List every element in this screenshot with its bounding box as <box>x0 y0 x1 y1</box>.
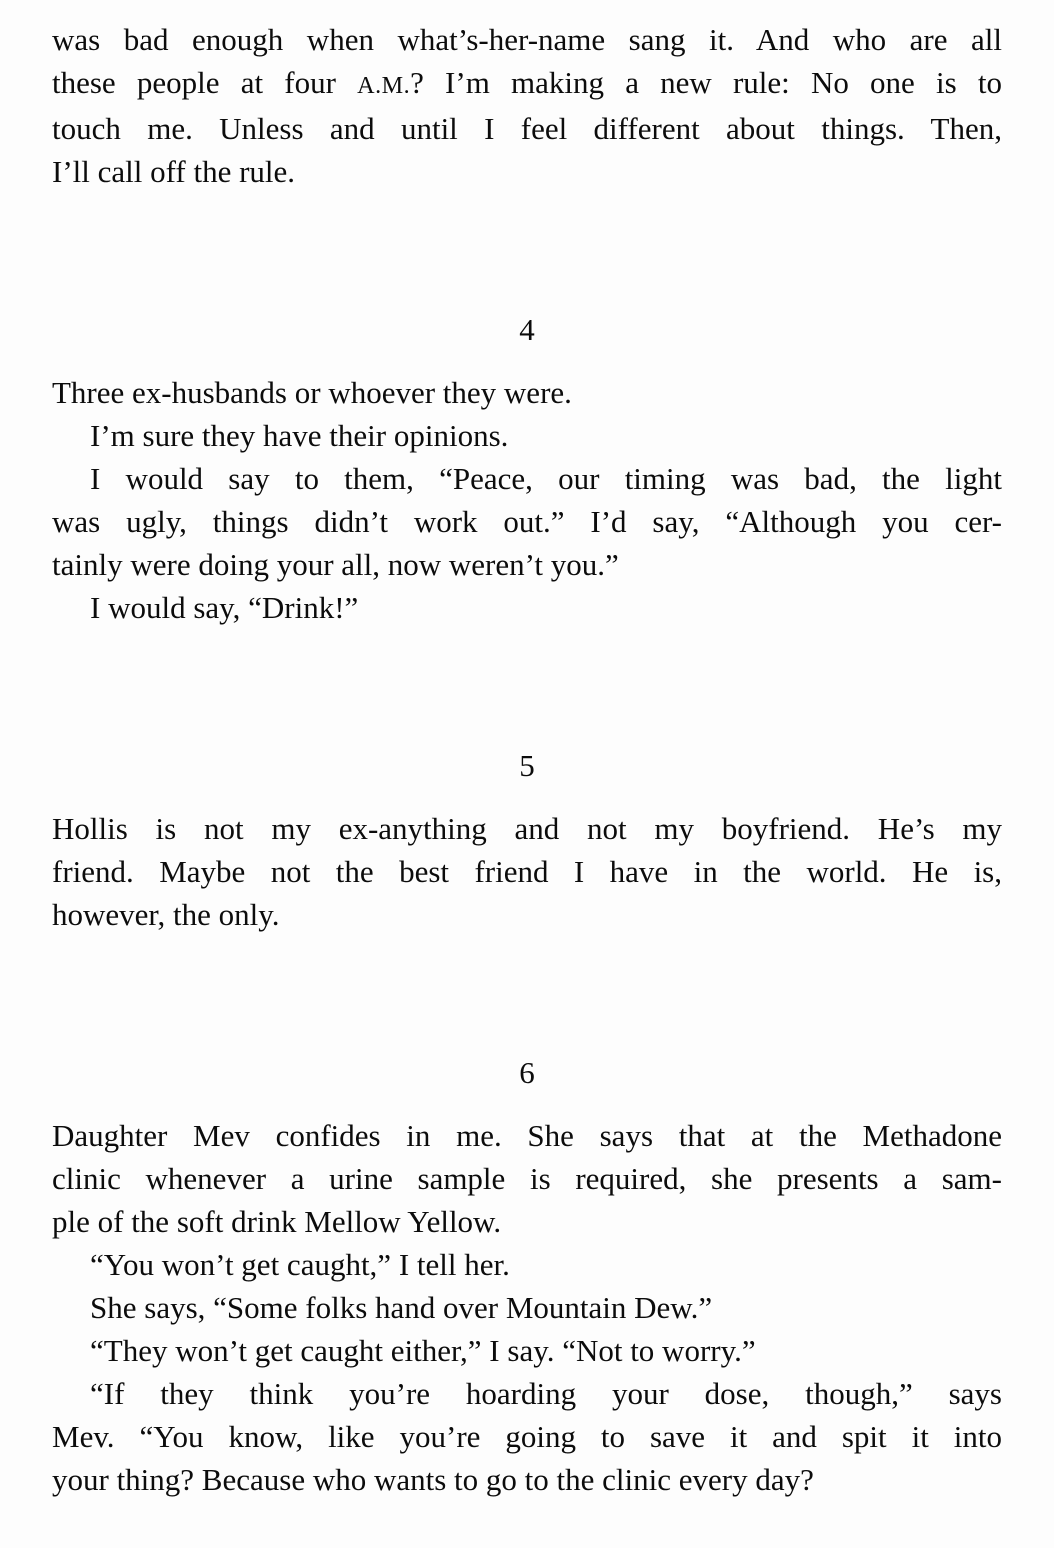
paragraph <box>52 1114 1002 1243</box>
text-line: Hollis is not my ex-anything and not my boyfriend. He’s my <box>52 811 1002 846</box>
paragraph <box>52 586 1002 629</box>
paragraph <box>52 1329 1002 1372</box>
text-line: I would say, “Drink!” <box>90 590 359 625</box>
paragraph-continuation <box>52 18 1002 193</box>
paragraph <box>52 457 1002 586</box>
paragraph <box>52 414 1002 457</box>
text-line: Mev. “You know, like you’re going to save it and spit it into <box>52 1419 1002 1454</box>
section-number-6: 6 <box>519 1055 535 1090</box>
section-number-4: 4 <box>519 312 535 347</box>
text-line: tainly were doing your all, now weren’t you.” <box>52 547 619 582</box>
text-line: “You won’t get caught,” I tell her. <box>90 1247 510 1282</box>
text-line: was bad enough when what’s-her-name sang it. And who are all <box>52 22 1002 57</box>
paragraph <box>52 1372 1002 1501</box>
paragraph <box>52 1243 1002 1286</box>
text-line: I’ll call off the rule. <box>52 154 296 189</box>
text-line: friend. Maybe not the best friend I have in the world. He is, <box>52 854 1002 889</box>
text-line: touch me. Unless and until I feel different about things. Then, <box>52 111 1002 146</box>
text-part: these people at four <box>52 65 358 100</box>
text-line: “If they think you’re hoarding your dose, though,” says <box>90 1376 1002 1411</box>
section-number-5: 5 <box>519 748 535 783</box>
paragraph <box>52 807 1002 936</box>
text-line: however, the only. <box>52 897 280 932</box>
text-line: I would say to them, “Peace, our timing was bad, the light <box>90 461 1002 496</box>
paragraph <box>52 371 1002 414</box>
text-line <box>52 61 1002 107</box>
paragraph <box>52 1286 1002 1329</box>
text-line: Daughter Mev confides in me. She says that at the Methadone <box>52 1118 1002 1153</box>
text-line: ple of the soft drink Mellow Yellow. <box>52 1204 502 1239</box>
text-line: I’m sure they have their opinions. <box>90 418 509 453</box>
text-line: “They won’t get caught either,” I say. “Not to worry.” <box>90 1333 756 1368</box>
small-caps-am: A.M. <box>357 72 411 99</box>
text-line: was ugly, things didn’t work out.” I’d say, “Although you cer- <box>52 504 1002 539</box>
text-part: ? I’m making a new rule: No one is to <box>410 65 1002 100</box>
text-line: She says, “Some folks hand over Mountain Dew.” <box>90 1290 713 1325</box>
text-line: your thing? Because who wants to go to the clinic every day? <box>52 1462 814 1497</box>
text-line: Three ex-husbands or whoever they were. <box>52 375 572 410</box>
text-line: clinic whenever a urine sample is required, she presents a sam- <box>52 1161 1002 1196</box>
